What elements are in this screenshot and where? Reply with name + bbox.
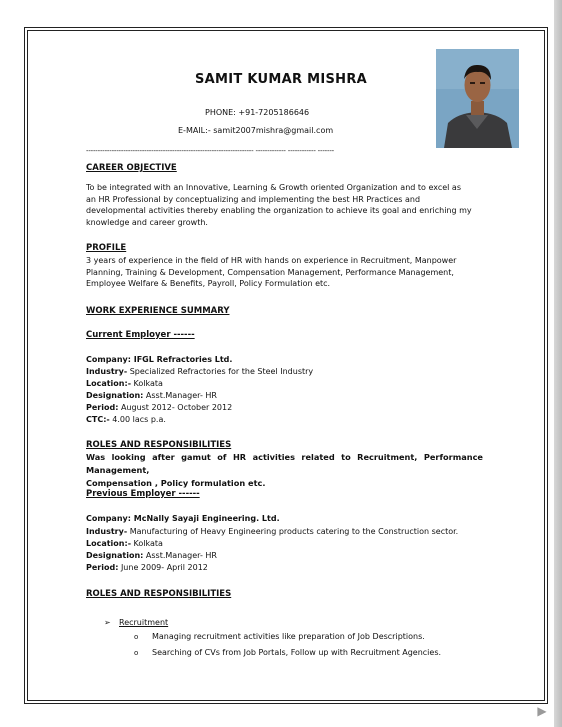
- profile-photo: [436, 49, 519, 148]
- career-objective-line: knowledge and career growth.: [86, 217, 208, 227]
- career-objective-line: developmental activities thereby enabling the organization to achieve its goal and enriching my: [86, 206, 472, 215]
- profile-line: Employee Welfare & Benefits, Payroll, Policy Formulation etc.: [86, 279, 331, 288]
- previous-company: Company: McNally Sayaji Engineering. Ltd.: [86, 514, 280, 523]
- profile-photo-image: [436, 49, 519, 148]
- career-objective-heading: CAREER OBJECTIVE: [86, 163, 177, 173]
- career-objective-line: an HR Professional by conceptualizing and implementing the best HR Practices and: [86, 194, 421, 204]
- previous-period: Period: June 2009- April 2012: [86, 563, 208, 572]
- profile-text: [86, 255, 483, 290]
- current-location: Location:- Kolkata: [86, 379, 163, 388]
- circle-bullet-icon: o: [134, 649, 139, 657]
- roles-text-current: [86, 451, 483, 490]
- phone-line: PHONE: +91-7205186646: [205, 108, 310, 117]
- sub-bullet-item: [134, 648, 441, 657]
- scroll-down-arrow-icon[interactable]: ▶: [537, 704, 547, 718]
- previous-employer-heading: Previous Employer ------: [86, 489, 200, 499]
- current-industry: Industry- Specialized Refractories for the Steel Industry: [86, 367, 314, 376]
- roles-heading-previous: ROLES AND RESPONSIBILITIES: [86, 589, 232, 599]
- arrow-bullet-icon: ➢: [104, 618, 111, 627]
- career-objective-line: To be integrated with an Innovative, Learning & Growth oriented Organization and to excel as: [86, 183, 461, 192]
- page-edge-shadow: [554, 0, 562, 727]
- current-designation: Designation: Asst.Manager- HR: [86, 391, 217, 400]
- header-divider: ------------------------------------------------------------------------ ------------- ------------ -------: [86, 147, 334, 155]
- current-ctc: CTC:- 4.00 lacs p.a.: [86, 415, 166, 424]
- candidate-name: SAMIT KUMAR MISHRA: [195, 72, 368, 87]
- work-summary-heading: WORK EXPERIENCE SUMMARY: [86, 306, 230, 316]
- sub-bullet-text: Managing recruitment activities like preparation of Job Descriptions.: [152, 632, 425, 641]
- previous-industry: Industry- Manufacturing of Heavy Engineering products catering to the Construction sector.: [86, 527, 459, 536]
- roles-line: Was looking after gamut of HR activities related to Recruitment, Performance Management,: [86, 452, 483, 475]
- profile-line: Planning, Training & Development, Compensation Management, Performance Management,: [86, 267, 454, 277]
- current-company: Company: IFGL Refractories Ltd.: [86, 355, 233, 364]
- roles-heading-current: ROLES AND RESPONSIBILITIES: [86, 440, 232, 450]
- bullet-recruitment-label: Recruitment: [119, 618, 169, 627]
- profile-line: 3 years of experience in the field of HR with hands on experience in Recruitment, Manpower: [86, 256, 457, 265]
- email-line: E-MAIL:- samit2007mishra@gmail.com: [178, 126, 334, 135]
- bullet-recruitment: [104, 618, 168, 627]
- current-employer-heading: Current Employer ------: [86, 330, 195, 340]
- profile-heading: PROFILE: [86, 243, 127, 253]
- circle-bullet-icon: o: [134, 633, 139, 641]
- career-objective-text: [86, 182, 483, 228]
- roles-line: Compensation , Policy formulation etc.: [86, 478, 266, 488]
- previous-location: Location:- Kolkata: [86, 539, 163, 548]
- current-period: Period: August 2012- October 2012: [86, 403, 233, 412]
- sub-bullet-text: Searching of CVs from Job Portals, Follow up with Recruitment Agencies.: [152, 648, 442, 657]
- sub-bullet-item: [134, 632, 425, 641]
- previous-designation: Designation: Asst.Manager- HR: [86, 551, 217, 560]
